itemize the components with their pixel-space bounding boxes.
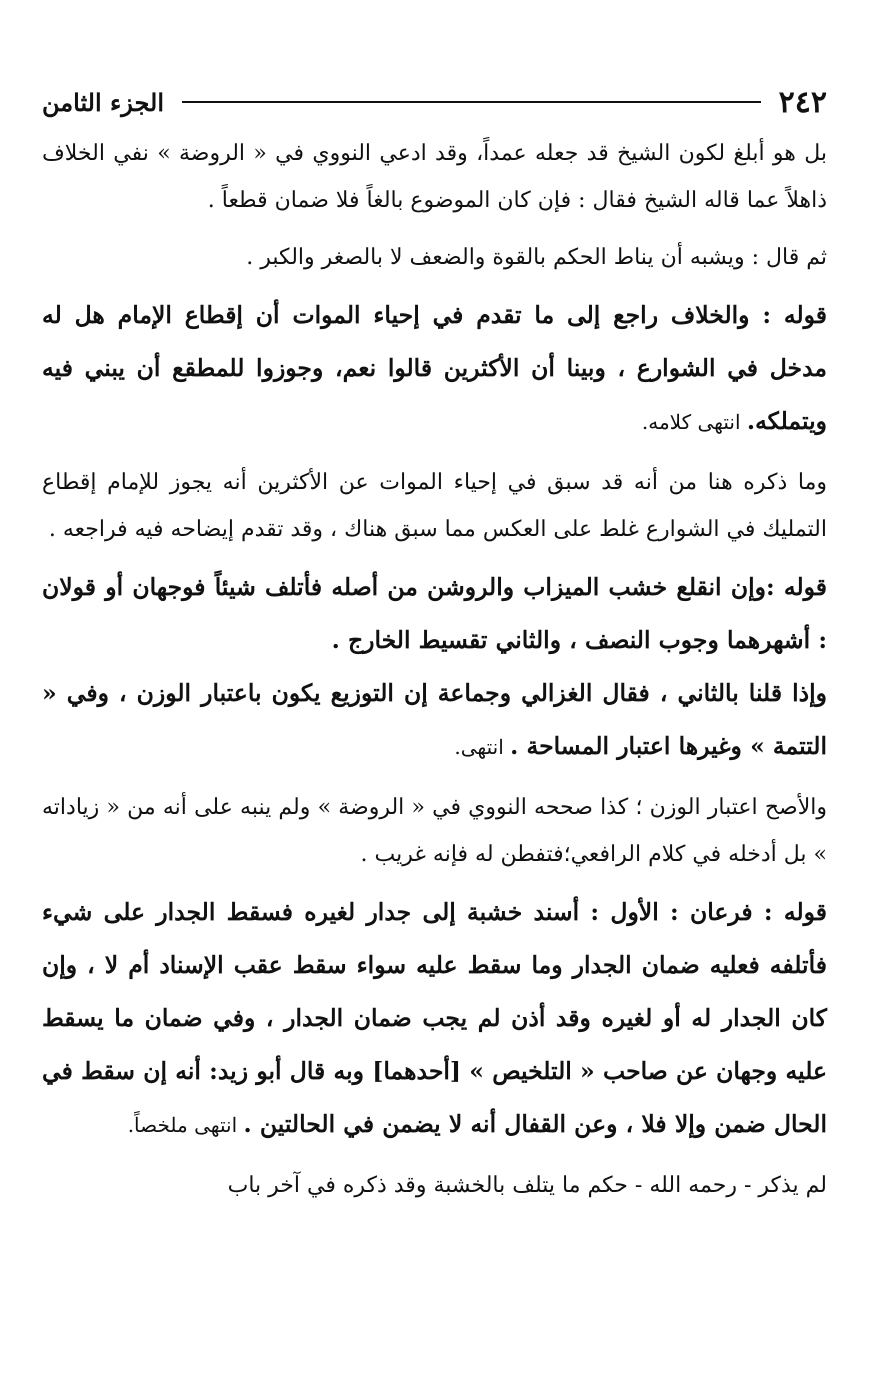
- quoted-text: قوله :وإن انقلع خشب الميزاب والروشن من أصله فأتلف شيئاً فوجهان أو قولان : أشهرهما وجوب النصف ، والثاني تقسيط الخارج .: [42, 573, 827, 654]
- quoted-text: قوله : فرعان : الأول : أسند خشبة إلى جدار لغيره فسقط الجدار على شيء فأتلفه فعليه ضمان الجدار وما سقط عليه سواء سقط عقب الإسناد أم لا ، وإن كان الجدار له أو لغيره وقد أذن لم يجب ضمان الجدار ، وفي ضمان ما يسقط عليه وجهان عن صاحب « التلخيص » [أحدهما] وبه قال أبو زيد: أنه إن سقط في الحال ضمن وإلا فلا ، وعن القفال أنه لا يضمن في الحالتين .: [42, 898, 827, 1138]
- page-body: [42, 130, 827, 1209]
- paragraph-text: ثم قال : ويشبه أن يناط الحكم بالقوة والضعف لا بالصغر والكبر .: [246, 245, 827, 270]
- quote-end-marker: انتهى ملخصاً.: [127, 1113, 244, 1137]
- quoted-text: وإذا قلنا بالثاني ، فقال الغزالي وجماعة إن التوزيع يكون باعتبار الوزن ، وفي « التتمة » وغيرها اعتبار المساحة .: [42, 679, 827, 760]
- quoted-passage-3: [42, 667, 827, 774]
- paragraph-text: بل هو أبلغ لكون الشيخ قد جعله عمداً، وقد ادعي النووي في « الروضة » نفي الخلاف ذاهلاً عما قاله الشيخ فقال : فإن كان الموضوع بالغاً فلا ضمان قطعاً .: [42, 141, 827, 213]
- quoted-passage-1: [42, 289, 827, 449]
- paragraph-text: لم يذكر - رحمه الله - حكم ما يتلف بالخشبة وقد ذكره في آخر باب: [227, 1173, 827, 1198]
- quoted-passage-4: [42, 886, 827, 1152]
- page-number: ٢٤٢: [778, 84, 827, 120]
- quote-end-marker: انتهى.: [454, 735, 511, 759]
- header-rule: [182, 101, 761, 103]
- paragraph-3: [42, 459, 827, 553]
- page-header: [42, 82, 827, 122]
- paragraph-text: وما ذكره هنا من أنه قد سبق في إحياء الموات عن الأكثرين أنه يجوز للإمام إقطاع التمليك في الشوارع غلط على العكس مما سبق هناك ، وقد تقدم إيضاحه فيه فراجعه .: [42, 470, 827, 542]
- paragraph-text: والأصح اعتبار الوزن ؛ كذا صححه النووي في « الروضة » ولم ينبه على أنه من « زياداته » بل أدخله في كلام الرافعي؛فتفطن له فإنه غريب .: [42, 795, 827, 867]
- quoted-passage-2: [42, 561, 827, 667]
- paragraph-1: [42, 130, 827, 224]
- paragraph-5: [42, 1162, 827, 1209]
- paragraph-4: [42, 784, 827, 878]
- paragraph-2: [42, 234, 827, 281]
- quoted-text: قوله : والخلاف راجع إلى ما تقدم في إحياء الموات أن إقطاع الإمام هل له مدخل في الشوارع ، وبينا أن الأكثرين قالوا نعم، وجوزوا للمطقع أن يبني فيه ويتملكه.: [42, 301, 827, 435]
- quote-end-marker: انتهى كلامه.: [641, 410, 747, 434]
- running-title: الجزء الثامن: [42, 87, 165, 117]
